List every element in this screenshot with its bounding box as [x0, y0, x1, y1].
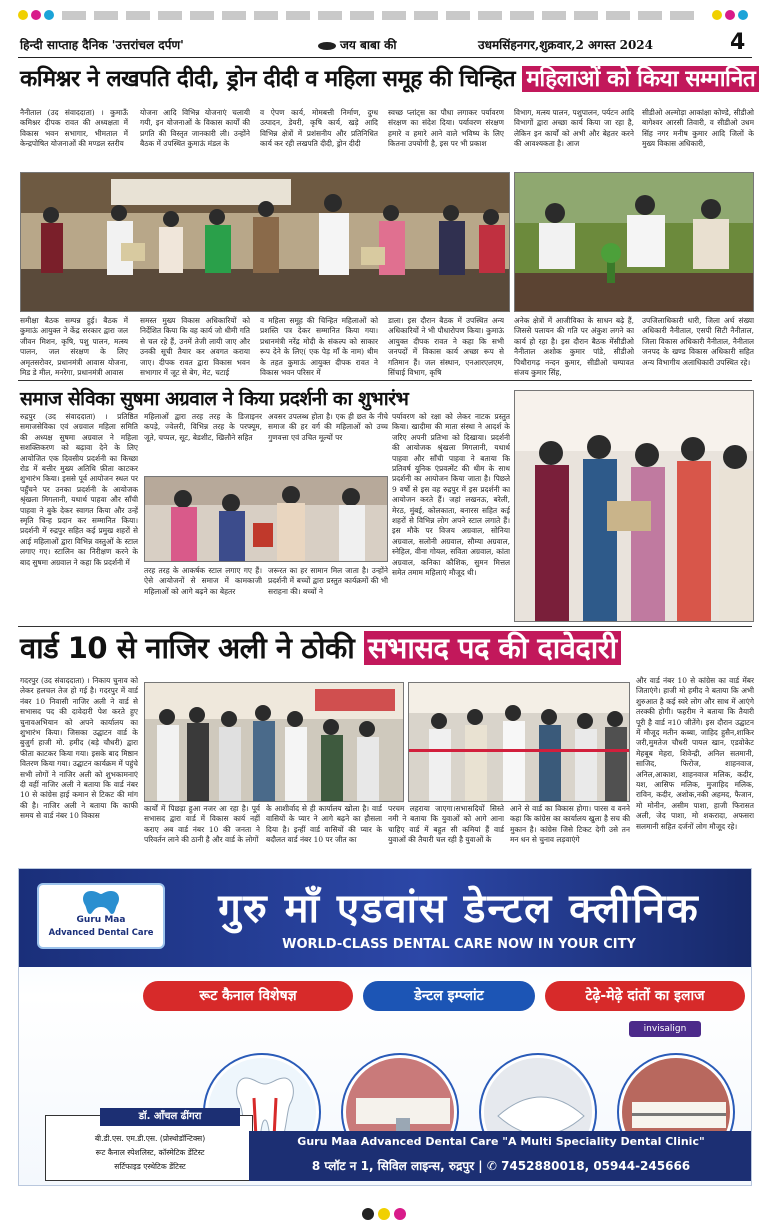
story3-text: और वार्ड नंबर 10 से कांग्रेस का वार्ड मेंबर जिताएंगे। हाजी मो हमीद ने बताया कि अभी शुरुआत है कई स्वरे लोग और साथ में आएंगे तरक्की होगी। फहरीम ने बताया कि तैयारी पूरी है वार्ड न10 जीतेंगे। इस दौरान उद्घाटन में मौजूद मतीन कब्बा, जाहिद हुसैन,शाकिर जरी,मुमतेज चौधरी पायल खान, एडवोकेट मेहबूब मेहरा, शिवेन्द्री, अनिल सतमानी, साजिद, फिरोज, शाहनवाज, अनिल,आकाश, शाहनवाज मलिक, कदीर, यश, आसिफ मलिक, मुजाहिद मलिक, राविन, कदीर, अशोक,नकी अहमद, फैजान, मो मोनीन, असीम पाशा, हाजी फिरासत अली, जेद पाशा, मो शकरादा, अफसरा सलमानी सहित दर्जनों लोग मौजूद रहे।: [636, 676, 754, 831]
ad-tagline: WORLD-CLASS DENTAL CARE NOW IN YOUR CITY: [282, 937, 636, 952]
story3-photo-office: [144, 682, 404, 802]
story3-text: परचम लहराया जाएगा।सभासदियों सिस्ते नमी ने बताया कि युवाओं को आगे आना चाहिए वार्ड में बहुत सी कमियां हैं वार्ड युवाओं की तैयारी चल रही है युवाओं के: [388, 804, 504, 845]
story2-text: अवसर उपलब्ध होता है। एक ही छत के नीचे समाज की हर वर्ग की महिलाओं को उच्च गुणवत्ता एवं उचित मूल्यों पर: [268, 412, 388, 442]
ad-footer: [249, 1131, 752, 1181]
story2-text: रुद्रपुर (उद संवाददाता) । प्रतिष्ठित समाजसेविका एवं अग्रवाल महिला समिति की अध्यक्ष सुषमा अग्रवाल ने महिला सशक्तिकरण को बढ़ावा देने के लिए आयोजित एक दिवसीय प्रदर्शनी का किच्छा रोड में बत्तीर मुख्य अतिथि फ़ीता काटकर शुभारंभ किया। इससे पूर्व आयोजन स्थल पर पहुँचने पर उनका प्रदर्शनी के आयोजक श्रृंखला मिगलानी, यथार्थ पाहवा और साँची पाहवा ने बुके देकर स्वागत किया और उन्हें स्मृति चिन्ह प्रदान कर सम्मानित किया। प्रदर्शनी में रुद्रपुर सहित कई प्रमुख शहरों से आई महिलाओं द्वारा विभिन्न वस्तुओं के स्टाल लगाए गए। स्टालिन का निरीक्षण करने के बाद सुषमा अग्रवाल ने कहा कि प्रदर्शनी में: [20, 412, 138, 567]
story2-photo-inauguration: [514, 390, 754, 622]
ad-title: गुरु माँ एडवांस डेन्टल क्लीनिक: [218, 886, 700, 932]
invisalign-badge: invisalign: [629, 1021, 701, 1037]
story1-text: समस्त मुख्य विकास अधिकारियों को निर्देशित किया कि वह कार्य जो धीमी गति से चल रहे हैं, उनमें तेजी लायी जाए और उनकी सूची तैयार कर अवगत कराया जाए। दीपक रावत द्वारा विकास भवन सभागार में जूट से बेग, मेट, चटाई: [140, 316, 250, 378]
story1-text: उपजिलाधिकारी धारी, जिला अर्थ संख्या अधिकारी नैनीताल, एसपी सिटी नैनीताल, जिला विकास अधिकारी नैनीताल, नैनीताल जनपद के खण्ड विकास अधिकारी सहित अन्य विभागीय अलाधिकारी उपस्थित रहे।: [642, 316, 754, 367]
story2-text: जरूरत का हर सामान मिल जाता है। उन्होंने प्रदर्शनी में बच्चों द्वारा प्रस्तुत कार्यक्रमों की भी सराहना की। बच्चों ने: [268, 566, 388, 596]
story3-text: आने से वार्ड का विकास होगा। पारस व वनने कहा कि कांग्रेस का कार्यालय खुला है सच की मुकान है। कांग्रेस जिसे टिकट देगी उसे तन मन धन से चुनाव लड़वाएंगे: [510, 804, 630, 845]
story2-headline: समाज सेविका सुषमा अग्रवाल ने किया प्रदर्शनी का शुभारंभ: [20, 388, 409, 410]
clinic-full-name: Guru Maa Advanced Dental Care "A Multi Speciality Dental Clinic": [297, 1135, 705, 1148]
doctor-certification: सर्टिफाइड एस्थेटिक डेंटिस्ट: [114, 1162, 186, 1171]
story1-text: व ऐपण कार्य, मोमबत्ती निर्माण, दुग्ध उत्पादन, डेयरी, कृषि कार्य, खड़े आदि विभिन्न क्षेत्रों में प्रशंसनीय और प्रतिनिधित कार्य कर रही लखपति दीदी, ड्रोन दीदी: [260, 108, 378, 149]
story3-headline: वार्ड 10 से नाजिर अली ने ठोकी सभासद पद की दावेदारी: [20, 628, 621, 668]
story2-photo-exhibition: [144, 476, 388, 562]
magenta-dot: [31, 10, 41, 20]
story1-text: योजना आदि विभिन्न योजनाएं चलायी गयी, इन योजनाओं के विकास कार्यों की प्रगति की विस्तृत जानकारी ली। उन्होंने बैठक में उपस्थित कुमाऊं मंडल के: [140, 108, 250, 149]
story3-photo-ribbon-cutting: [408, 682, 630, 802]
story1-text: अनेक क्षेत्रों में आजीविका के साधन बढ़े हैं, जिससे पलायन की गति पर अंकुश लगने का कार्य हो रहा है। इस दौरान बैठक मेंसीडीओ नैनीताल अशोक कुमार पांडे, सीडीओ पिथौरागढ़ नन्दन कुमार, सीडीओ चम्पावत संजय कुमार सिंह,: [514, 316, 634, 378]
story1-photo-planting: [514, 172, 754, 312]
story1-text: स्वच्छ प्लांट्स का पौधा लगाकर पर्यावरण संरक्षण का संदेश दिया। पर्यावरण संरक्षण हमारे व हमारे आने वाले भविष्य के लिए कितना उपयोगी है, इस पर भी प्रकाश: [388, 108, 504, 149]
page-number: 4: [730, 30, 746, 55]
story1-text: व महिला समूह की चिन्हित महिलाओं को प्रशस्ति पत्र देकर सम्मानित किया गया। प्रधानमंत्री नरेंद्र मोदी के संकल्प को साकार रूप देने के लिए( एक पेड़ माँ के नाम) थीम के तहत कुमाऊं आयुक्त दीपक रावत ने विकास भवन परिसर में: [260, 316, 378, 378]
section-divider: [18, 626, 752, 627]
story1-text: विभाग, मत्स्य पालन, पशुपालन, पर्यटन आदि विभागों द्वारा अच्छा कार्य किया जा रहा है, लेकिन इन कार्यों को अभी और बेहतर करने की आवश्यकता है। आज: [514, 108, 634, 149]
story3-text: के आशीर्वाद से ही कार्यालय खोला है। वार्ड वासियों के प्यार ने आगे बढ़ने का हौसला दिया है। इन्हीं वार्ड वासियों की प्यार के बदौलत वार्ड नंबर 10 पर जीत का: [266, 804, 382, 845]
story3-text: कार्यों में पिछड़ा हुआ नजर आ रहा है। पूर्व सभासद द्वारा वार्ड में विकास कार्य नहीं कराए अब वार्ड नंबर 10 की जनता ने परिवर्तन लाने की ठानी है और वार्ड के लोगों: [144, 804, 260, 845]
masthead: [18, 32, 752, 58]
emblem-icon: [318, 42, 336, 50]
doctor-speciality: रूट कैनाल स्पेशलिस्ट, कॉस्मेटिक डेंटिस्ट: [95, 1148, 205, 1157]
clinic-logo: Guru Maa Advanced Dental Care: [37, 883, 165, 949]
clinic-address-phone: 8 प्लॉट न 1, सिविल लाइन्स, रुद्रपुर | ✆ 7452880018, 05944-245666: [311, 1159, 691, 1173]
doctor-qualification: बी.डी.एस. एम.डी.एस. (प्रोस्थोडॉन्टिक्स): [94, 1134, 206, 1143]
story1-text: नैनीताल (उद संवाददाता) । कुमाऊँ कमिश्नर दीपक रावत की अध्यक्षता में विकास भवन सभागार, भीमताल में केन्द्रपोषित योजनाओं की मण्डल स्तरीय: [20, 108, 128, 149]
doctor-card: [45, 1111, 253, 1181]
service-root-canal: रूट कैनाल विशेषज्ञ: [143, 981, 353, 1011]
dental-clinic-ad: [18, 868, 752, 1186]
service-implant: डेन्टल इम्प्लांट: [363, 981, 535, 1011]
service-braces: टेढ़े-मेढ़े दांतों का इलाज: [545, 981, 745, 1011]
story1-text: समीक्षा बैठक सम्पन्न हुई। बैठक में कुमाऊं आयुक्त ने केंद्र सरकार द्वारा जल जीवन मिशन, कृषि, पशु पालन, मत्स्य पालन, जल संरक्षण के लिए अमृतसरोवर, प्रधानमंत्री आवास योजना, मिड डे मील, मनरेगा, प्रधानमंत्री आवास: [20, 316, 128, 378]
masthead-slogan: जय बाबा की: [318, 36, 396, 53]
yellow-dot: [18, 10, 28, 20]
story1-text: डाला। इस दौरान बैठक में उपस्थित अन्य अधिकारियों ने भी पौधारोपण किया। कुमाऊं आयुक्त दीपक रावत ने कहा कि सभी जनपदों में विकास कार्य अच्छा रूप से गतिमान हैं। जल संस्थान, एनआरएलएम, सिंचाई विभाग, कृषि: [388, 316, 504, 378]
publication-name: हिन्दी साप्ताह दैनिक 'उत्तरांचल दर्पण': [20, 38, 184, 52]
cyan-dot: [44, 10, 54, 20]
dateline: उधमसिंहनगर,शुक्रवार,2 अगस्त 2024: [478, 38, 654, 52]
story1-photo-meeting: [20, 172, 510, 312]
story2-text: पर्यावरण को रक्षा को लेकर नाटक प्रस्तुत किया। खादीमा की माता संस्था ने आदर्श के जरिए अपनी प्रतिभा को दिखाया। प्रदर्शनी की आयोजक श्रृंखला मिगलानी, यथार्थ पाहवा और साँची पाहवा ने बताया कि प्रतिवर्ष यूनिक एंप्रवत्मेंट की थीम के साथ प्रदर्शनी का आयोजन किया जाता है। पिछले 9 वर्षों से इस वह रुद्रपुर में इस प्रदर्शनी का आयोजन करते हैं। जहां लखनऊ, बरेली, मेरठ, मुंबई, कोलकाता, बनारस सहित कई शहरों से विभिन्न लोग अपने स्टाल लगाते हैं। इस मौके पर विजय अग्रवाल, सोनिया अग्रवाल, सलोनी अग्रवाल, सौम्या अग्रवाल, स्नेहिल, वीना गोयल, सविता अग्रवाल, कांता अग्रवाल, कनिका कौशिक, सुमन मित्तल समेत तमाम महिलाएं मौजूद थी।: [392, 412, 510, 578]
story2-text: महिलाओं द्वारा तरह तरह के डिजाइनर कपड़े, ज्वेलरी, विभिन्न तरह के परफ्यूम, जूते, चप्पल, सूट, बेडशीट, खिलौने सहित: [144, 412, 262, 442]
section-divider: [18, 380, 752, 381]
doctor-name: डॉ. आँचल ढींगरा: [100, 1108, 240, 1126]
story2-text: तरह तरह के आकर्षक स्टाल लगाए गए हैं। ऐसे आयोजनों से समाज में कामकाजी महिलाओं को आगे बढ़ने का बेहतर: [144, 566, 262, 596]
story1-headline: कमिश्नर ने लखपति दीदी, ड्रोन दीदी व महिला समूह की चिन्हित महिलाओं को किया सम्मानित: [20, 64, 759, 94]
top-decoration-bar: [0, 10, 770, 24]
story1-text: सीडीओ अल्मोड़ा आकांक्षा कोण्डे, सीडीओ बागेश्वर आरसी तिवारी, व सीडीओ उधम सिंह नगर मनीष कुमार आदि जिलों के मुख्य विकास अधिकारी,: [642, 108, 754, 149]
story3-text: गदरपुर (उद संवाददाता) । निकाय चुनाव को लेकर हलचल तेज हो गई है। गदरपुर में वार्ड नंबर 10 निवासी नाजिर अली ने वार्ड से सभासद पद की दावेदारी पेश करते हुए चुनावअभियान को अपने कार्यालय का शुभारंभ किया। जिसका उद्घाटन वार्ड के बुजुर्ग हाजी मो. हमीद (बड़े चौधरी) द्वारा फीता काटकर किया गया। इसके बाद मिष्ठान वितरण किया गया। उद्घाटन कार्यक्रम में पहुंचे सभी लोगों ने नाजिर अली को शुभकामनाएं दी वहीं नाजिर अली ने बताया कि वार्ड नंबर 10 से कांग्रेस हाई कमान से टिकट की मांग की है। नाजिर अली ने बताया कि काफी समय से वार्ड नंबर 10 विकास: [20, 676, 138, 821]
tooth-icon: [39, 887, 163, 917]
